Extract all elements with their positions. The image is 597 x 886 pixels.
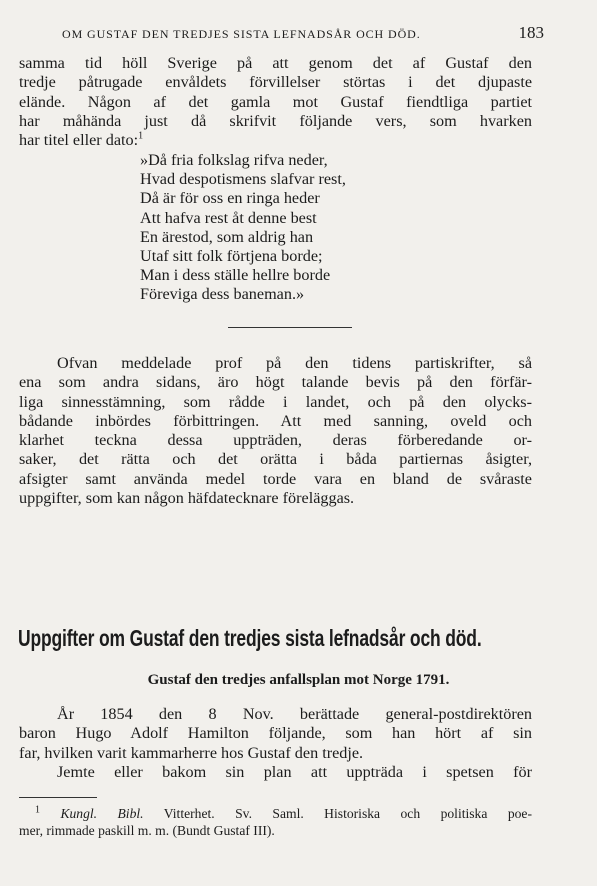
footnote-reference: 1 bbox=[138, 130, 144, 142]
text-line: Ofvan meddelade prof på den tidens partiskrifter, så bbox=[57, 354, 532, 372]
body-paragraph bbox=[19, 354, 532, 508]
poem-line: Då är för oss en ringa heder bbox=[140, 189, 320, 208]
text-line-content: har titel eller dato: bbox=[19, 131, 139, 150]
footnote-text: Vitterhet. Sv. Saml. Historiska och politiska poe- bbox=[163, 806, 532, 821]
poem bbox=[140, 151, 346, 305]
text-line: klarhet teckna dessa uppträden, deras förberedande or- bbox=[19, 431, 532, 450]
footnote-divider bbox=[19, 797, 97, 798]
poem-line: Att hafva rest åt denne best bbox=[140, 208, 317, 227]
footnote-mark: 1 bbox=[35, 804, 40, 816]
poem-line: Utaf sitt folk förtjena borde; bbox=[140, 247, 323, 266]
text-line: liga sinnesstämning, som rådde i landet, och på den olycks- bbox=[19, 392, 532, 411]
section-divider bbox=[228, 327, 352, 328]
text-line: afsigter samt använda medel torde vara en bland de svåraste bbox=[19, 469, 532, 488]
text-line: År 1854 den 8 Nov. berättade general-postdirektören bbox=[57, 705, 532, 723]
footnote-line bbox=[19, 805, 532, 822]
running-header bbox=[62, 23, 544, 42]
section-subheading: Gustaf den tredjes anfallsplan mot Norge 1791. bbox=[147, 672, 450, 688]
text-line: uppgifter, som kan någon häfdatecknare föreläggas. bbox=[19, 489, 355, 508]
running-title: OM GUSTAF DEN TREDJES SISTA LEFNADSÅR OCH DÖD. bbox=[62, 27, 421, 41]
footnote-source: Kungl. Bibl. bbox=[60, 806, 144, 821]
poem-line: »Då fria folkslag rifva neder, bbox=[140, 151, 328, 169]
text-line: samma tid höll Sverige på att genom det af Gustaf den bbox=[19, 54, 532, 72]
page-number: 183 bbox=[518, 23, 544, 42]
text-line: ena som andra sidans, äro högt talande bevis på den förfär- bbox=[19, 373, 532, 392]
poem-line: Hvad despotismens slafvar rest, bbox=[140, 170, 346, 189]
poem-line: En ärestod, som aldrig han bbox=[140, 227, 314, 246]
footnote-line: mer, rimmade paskill m. m. (Bundt Gustaf III). bbox=[19, 823, 275, 838]
text-line: elände. Någon af det gamla mot Gustaf fiendtliga partiet bbox=[19, 92, 532, 111]
poem-line: Man i dess ställe hellre borde bbox=[140, 266, 331, 285]
text-line: tredje påtrugade envåldets förvillelser störtas i det djupaste bbox=[19, 73, 532, 92]
footnote bbox=[19, 805, 532, 839]
text-line: far, hvilken varit kammarherre hos Gustaf den tredje. bbox=[19, 743, 364, 762]
intro-paragraph bbox=[19, 54, 532, 150]
text-line: baron Hugo Adolf Hamilton följande, som han hört af sin bbox=[19, 724, 532, 743]
text-line bbox=[19, 131, 532, 150]
poem-line: Föreviga dess baneman.» bbox=[140, 285, 305, 304]
text-line: bådande inbördes förbittringen. Att med sanning, oveld och bbox=[19, 411, 532, 430]
text-line: Jemte eller bakom sin plan att uppträda i spetsen för bbox=[57, 762, 532, 781]
text-line: har måhända just då skrifvit följande vers, som hvarken bbox=[19, 111, 532, 130]
text-line: saker, det rätta och det orätta i båda partiernas åsigter, bbox=[19, 450, 532, 469]
body-paragraph bbox=[19, 705, 532, 782]
section-heading: Uppgifter om Gustaf den tredjes sista lefnadsår och död. bbox=[18, 625, 482, 651]
